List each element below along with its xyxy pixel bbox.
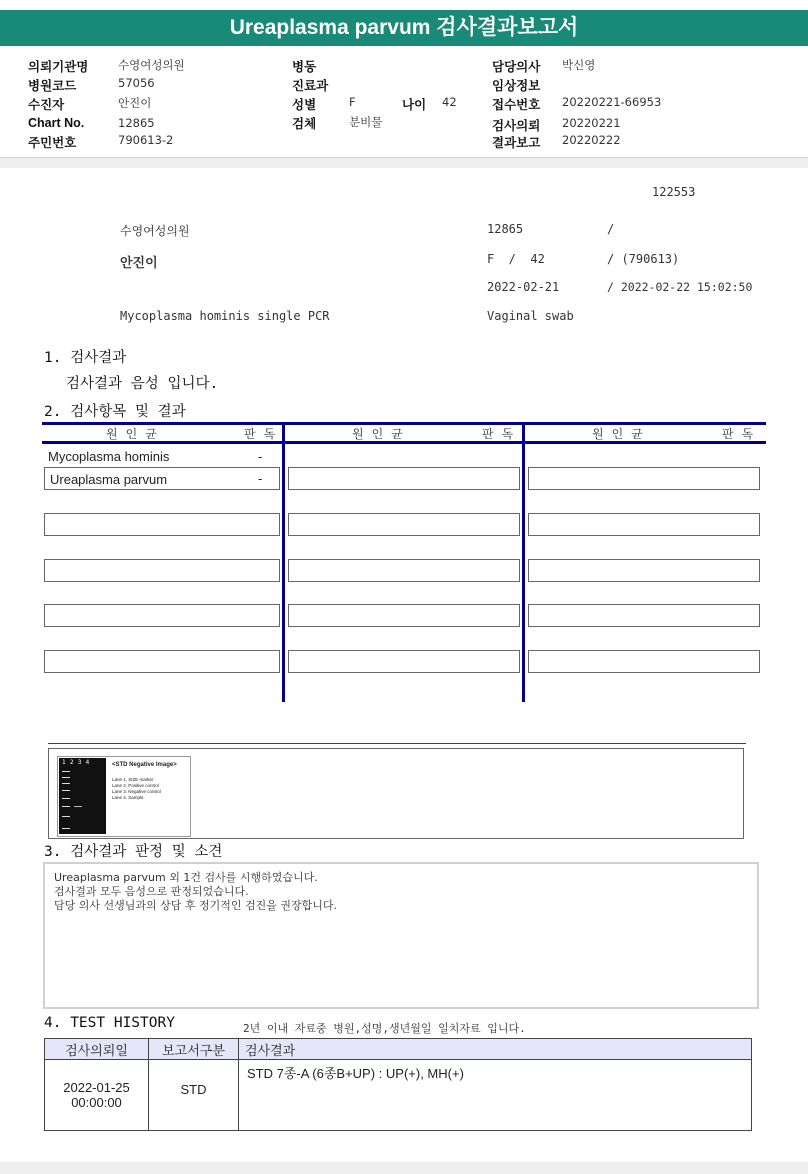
receipt-no-label: 접수번호: [492, 98, 541, 112]
organism-name: Ureaplasma parvum: [50, 472, 168, 487]
history-header-row: [45, 1039, 752, 1060]
empty-cell: [44, 513, 280, 536]
history-date-cell: [45, 1060, 149, 1131]
organism-judgment: -: [258, 449, 263, 464]
history-date: 2022-01-25: [63, 1080, 130, 1095]
empty-cell: [44, 650, 280, 673]
table-col-divider-2: [522, 422, 525, 702]
chart-no-label: Chart No.: [28, 116, 85, 130]
history-type: STD: [149, 1060, 239, 1131]
history-note: 2년 이내 자료중 병원,성명,생년월일 일치자료 입니다.: [243, 1022, 526, 1035]
organism-judgment: -: [258, 471, 263, 486]
request-date-value: 20220221: [562, 116, 621, 130]
header-organism-2: 원인균: [352, 427, 411, 441]
doctor-label: 담당의사: [492, 60, 541, 74]
sex-value: F: [349, 95, 356, 109]
history-header-result: 검사결과: [239, 1039, 752, 1060]
patient-label: 수진자: [28, 98, 65, 112]
table-col-divider-1: [282, 422, 285, 702]
opinion-line-3: 담당 의사 선생님과의 상담 후 정기적인 검진을 권장합니다.: [54, 899, 337, 912]
opinion-line-1: Ureaplasma parvum 외 1건 검사를 시행하였습니다.: [54, 871, 318, 884]
request-date-label: 검사의뢰: [492, 119, 541, 133]
result-summary: 검사결과 음성 입니다.: [66, 376, 219, 392]
header-organism-3: 원인균: [592, 427, 651, 441]
organism-name: Mycoplasma hominis: [48, 449, 170, 464]
patient-name: 안진이: [120, 256, 158, 271]
department-label: 진료과: [292, 79, 329, 93]
age-label: 나이: [402, 98, 427, 112]
header-judgment-2: 판독: [482, 427, 522, 441]
specimen-label: 검체: [292, 117, 317, 131]
header-separator: [0, 157, 808, 168]
patient-value: 안진이: [118, 96, 152, 110]
resident-no-label: 주민번호: [28, 136, 77, 150]
empty-cell: [288, 467, 520, 490]
empty-cell: [288, 604, 520, 627]
empty-cell: [528, 650, 760, 673]
empty-cell: [528, 467, 760, 490]
empty-cell: [528, 559, 760, 582]
resident-no-value: 790613-2: [118, 133, 174, 147]
test-name: Mycoplasma hominis single PCR: [120, 309, 330, 323]
sex-age: F / 42: [487, 252, 545, 266]
gel-caption: <STD Negative Image>: [112, 762, 177, 768]
empty-cell: [288, 513, 520, 536]
history-result: STD 7종-A (6종B+UP) : UP(+), MH(+): [239, 1060, 752, 1131]
opinion-box: [43, 862, 759, 1009]
header-organism-1: 원인균: [106, 427, 165, 441]
empty-cell: [528, 513, 760, 536]
report-title: Ureaplasma parvum 검사결과보고서: [0, 10, 808, 46]
result-cell: [44, 467, 280, 490]
gel-thumbnail: [57, 756, 191, 837]
report-date-label: 결과보고: [492, 136, 541, 150]
section4-title: 4. TEST HISTORY: [44, 1015, 175, 1031]
gel-legend: Lane 1. SIZE marker Lane 2. Positive control Lane 3. Negative control Lane 4. Sample: [112, 777, 161, 800]
empty-cell: [44, 604, 280, 627]
opinion-line-2: 검사결과 모두 음성으로 판정되었습니다.: [54, 885, 249, 898]
empty-cell: [44, 559, 280, 582]
history-header-type: 보고서구분: [149, 1039, 239, 1060]
gel-area-top-line: [48, 743, 746, 744]
chart-no-value: 12865: [118, 116, 155, 130]
gel-image-area: [48, 748, 744, 839]
history-time: 00:00:00: [71, 1095, 122, 1110]
history-header-date: 검사의뢰일: [45, 1039, 149, 1060]
empty-cell: [528, 604, 760, 627]
header-judgment-1: 판독: [244, 427, 284, 441]
clinical-info-label: 임상정보: [492, 79, 541, 93]
age-value: 42: [442, 95, 457, 109]
chart-number: 12865: [487, 222, 524, 236]
hospital-code-label: 병원코드: [28, 79, 77, 93]
empty-cell: [288, 650, 520, 673]
footer-bar: [0, 1162, 808, 1174]
table-row: [45, 1060, 752, 1131]
section2-title: 2. 검사항목 및 결과: [44, 404, 186, 420]
report-datetime: / 2022-02-22 15:02:50: [607, 280, 753, 294]
specimen-type: Vaginal swab: [487, 309, 574, 323]
specimen-value: 분비물: [349, 115, 383, 129]
gel-lane-numbers: 1234: [62, 759, 94, 766]
history-table: [44, 1038, 752, 1131]
birth-date: / (790613): [607, 252, 680, 266]
chart-slash: /: [607, 222, 615, 236]
section1-title: 1. 검사결과: [44, 350, 127, 366]
ward-label: 병동: [292, 60, 317, 74]
report-date-value: 20220222: [562, 133, 621, 147]
empty-cell: [288, 559, 520, 582]
gel-image: [59, 758, 106, 834]
hospital-name-value: 수영여성의원: [118, 58, 185, 72]
hospital-code-value: 57056: [118, 76, 155, 90]
header-judgment-3: 판독: [722, 427, 762, 441]
hospital-name-label: 의뢰기관명: [28, 60, 89, 74]
opinion-text: [54, 871, 337, 913]
request-date: 2022-02-21: [487, 280, 560, 294]
section3-title: 3. 검사결과 판정 및 소견: [44, 844, 223, 860]
clinic-name: 수영여성의원: [120, 224, 190, 238]
doctor-value: 박신영: [562, 58, 596, 72]
report-number: 122553: [652, 185, 696, 199]
sex-label: 성별: [292, 98, 317, 112]
receipt-no-value: 20220221-66953: [562, 95, 662, 109]
